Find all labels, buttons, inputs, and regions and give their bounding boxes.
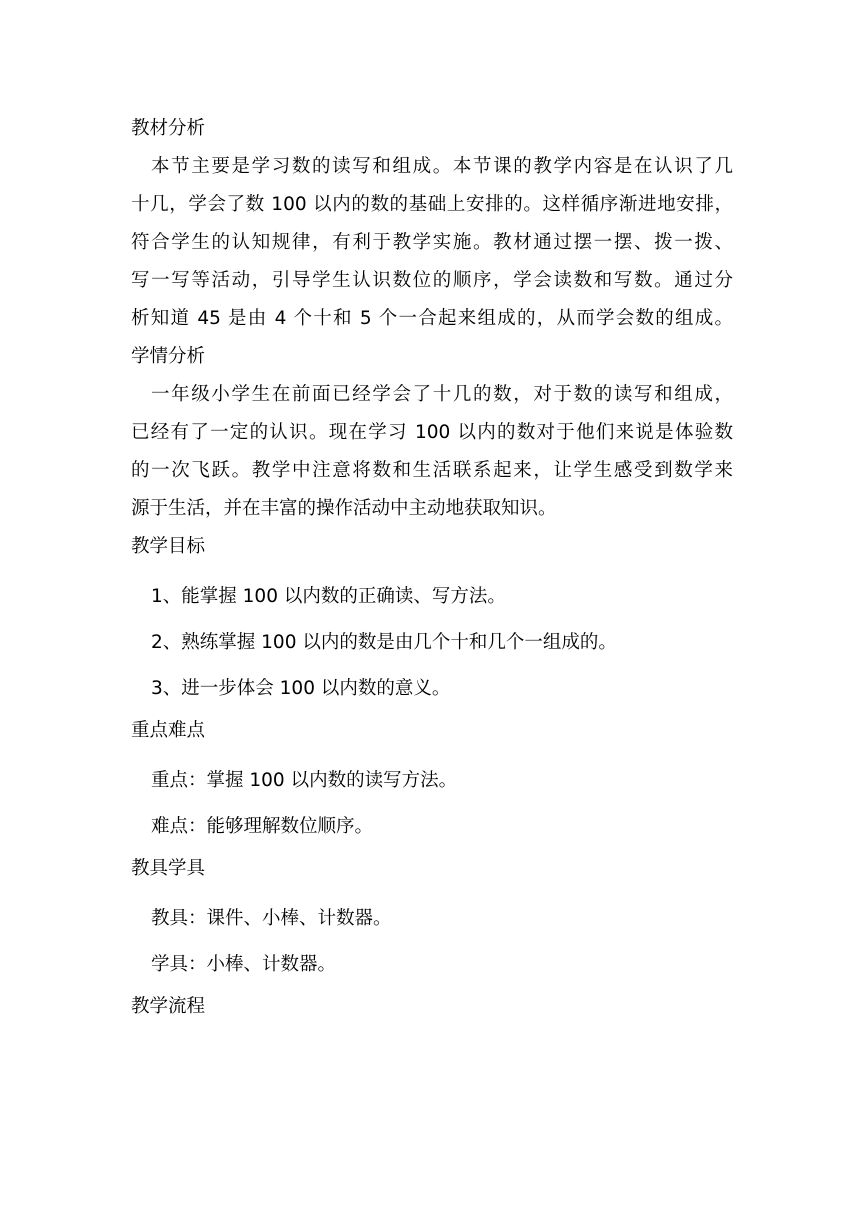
paragraph-line: 已经有了一定的认识。现在学习 100 以内的数对于他们来说是体验数 <box>131 422 733 443</box>
spacer <box>131 750 733 758</box>
list-item: 1、能掌握 100 以内数的正确读、写方法。 <box>151 586 506 607</box>
section-paragraph <box>131 148 733 338</box>
paragraph-line: 的一次飞跃。教学中注意将数和生活联系起来，让学生感受到数学来 <box>131 460 733 481</box>
list-item: 3、进一步体会 100 以内数的意义。 <box>151 678 451 699</box>
spacer <box>131 566 733 574</box>
paragraph-line: 写一写等活动，引导学生认识数位的顺序，学会读数和写数。通过分 <box>131 270 733 291</box>
section-heading: 教材分析 <box>131 118 206 139</box>
list-item: 学具：小棒、计数器。 <box>151 954 337 975</box>
section-heading: 教学目标 <box>131 536 206 557</box>
section-heading: 重点难点 <box>131 720 206 741</box>
paragraph-line: 一年级小学生在前面已经学会了十几的数，对于数的读写和组成， <box>151 384 733 405</box>
paragraph-line: 本节主要是学习数的读写和组成。本节课的教学内容是在认识了几 <box>151 156 733 177</box>
paragraph-line: 十几，学会了数 100 以内的数的基础上安排的。这样循序渐进地安排， <box>131 194 733 215</box>
list-item: 教具：课件、小棒、计数器。 <box>151 908 392 929</box>
section-heading: 学情分析 <box>131 346 206 367</box>
section-heading: 教具学具 <box>131 858 206 879</box>
paragraph-line: 析知道 45 是由 4 个十和 5 个一合起来组成的，从而学会数的组成。 <box>131 308 733 329</box>
paragraph-line: 符合学生的认知规律，有利于教学实施。教材通过摆一摆、拨一拨、 <box>131 232 733 253</box>
spacer <box>131 888 733 896</box>
document-body <box>131 110 733 1026</box>
paragraph-line: 源于生活，并在丰富的操作活动中主动地获取知识。 <box>131 498 557 519</box>
section-heading: 教学流程 <box>131 996 206 1017</box>
list-item: 难点：能够理解数位顺序。 <box>151 816 374 837</box>
list-item: 重点：掌握 100 以内数的读写方法。 <box>151 770 458 791</box>
section-paragraph <box>131 376 733 528</box>
list-item: 2、熟练掌握 100 以内的数是由几个十和几个一组成的。 <box>151 632 617 653</box>
